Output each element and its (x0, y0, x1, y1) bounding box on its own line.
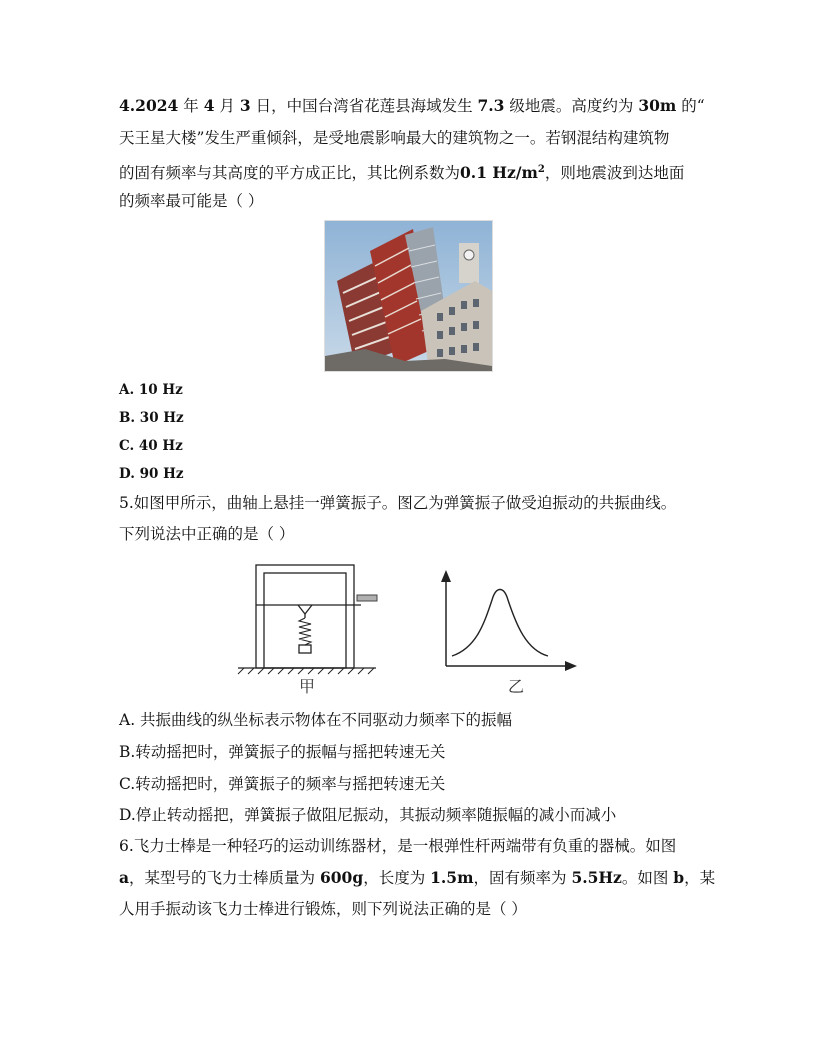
q5-line-2: 下列说法中正确的是（ ） (119, 525, 295, 543)
q6-line-1: 6.飞力士棒是一种轻巧的运动训练器材，是一根弹性杆两端带有负重的器械。如图 (119, 837, 677, 855)
q6-line-2 (119, 868, 715, 888)
q4-text: 30m (638, 96, 677, 115)
spring-oscillator-diagram (238, 565, 376, 674)
q6-text: b (673, 868, 685, 887)
q6-mass: 600g (319, 868, 364, 887)
q6-text: ，固有频率为 (473, 869, 572, 887)
q4-text: 3 (239, 96, 251, 115)
q6-text: ，某型号的飞力士棒质量为 (129, 869, 320, 887)
q4-line-2: 天王星大楼”发生严重倾斜，是受地震影响最大的建筑物之一。若钢混结构建筑物 (119, 129, 670, 147)
q4-text: 的“ (676, 97, 705, 115)
q5-option-d: D.停止转动摇把，弹簧振子做阻尼振动，其振动频率随振幅的减小而减小 (119, 806, 617, 824)
q4-coefficient: 0.1 Hz/m (460, 163, 538, 183)
q6-text: ，某 (684, 869, 716, 887)
tilted-building-photo (324, 220, 493, 372)
q4-text: 4 (203, 96, 215, 115)
q6-text: ，长度为 (363, 869, 431, 887)
q4-line-1 (119, 96, 705, 116)
q6-line-3: 人用手振动该飞力士棒进行锻炼，则下列说法正确的是（ ） (119, 900, 527, 918)
q4-number: 4.2024 (119, 96, 179, 115)
q4-option-c: C. 40 Hz (119, 438, 183, 454)
q4-text: ，则地震波到达地面 (544, 164, 685, 183)
resonance-curve-diagram (441, 570, 577, 671)
q4-line-4: 的频率最可能是（ ） (119, 192, 264, 210)
q5-option-b: B.转动摇把时，弹簧振子的振幅与摇把转速无关 (119, 743, 446, 761)
q6-text: a (119, 868, 130, 887)
q4-option-d: D. 90 Hz (119, 466, 184, 482)
figure-label-yi: 乙 (508, 677, 525, 696)
q4-text: 日，中国台湾省花莲县海域发生 (250, 97, 478, 115)
q5-option-a: A. 共振曲线的纵坐标表示物体在不同驱动力频率下的振幅 (119, 711, 513, 729)
q4-text: 年 (178, 97, 204, 115)
q4-option-a: A. 10 Hz (119, 382, 183, 398)
q5-option-c: C.转动摇把时，弹簧振子的频率与摇把转速无关 (119, 775, 446, 793)
q4-text: 级地震。高度约为 (504, 97, 639, 115)
q4-coefficient-exponent: 2 (537, 164, 545, 175)
q6-length: 1.5m (430, 868, 474, 887)
q6-frequency: 5.5Hz (571, 868, 622, 887)
q4-option-b: B. 30 Hz (119, 410, 184, 426)
q5-figure (236, 560, 586, 704)
q4-text: 7.3 (477, 96, 505, 115)
q5-line-1: 5.如图甲所示，曲轴上悬挂一弹簧振子。图乙为弹簧振子做受迫振动的共振曲线。 (119, 494, 677, 512)
q4-line-3 (119, 160, 684, 183)
q4-text: 月 (214, 97, 240, 115)
q6-text: 。如图 (621, 869, 674, 887)
q4-text: 的固有频率与其高度的平方成正比，其比例系数为 (119, 164, 461, 183)
figure-label-jia: 甲 (299, 677, 316, 696)
